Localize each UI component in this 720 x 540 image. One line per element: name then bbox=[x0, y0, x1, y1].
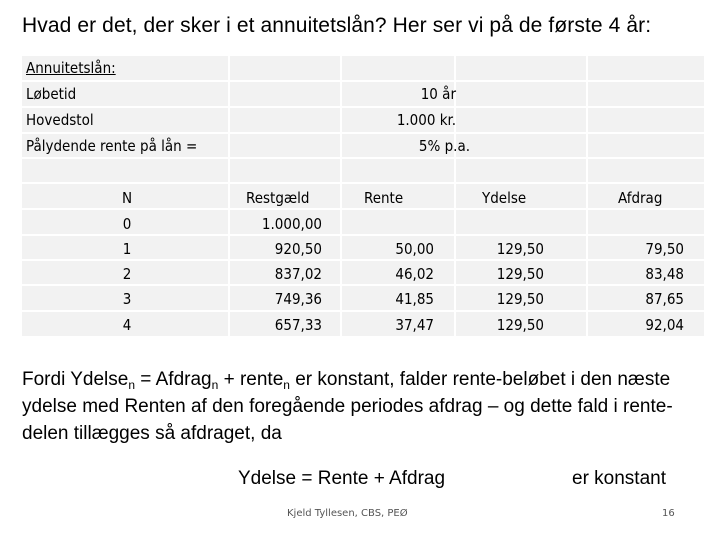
cell-restgaeld: 657,33 bbox=[274, 316, 322, 334]
cell-restgaeld: 749,36 bbox=[274, 290, 322, 308]
cell-n: 1 bbox=[122, 240, 132, 258]
cell-ydelse: 129,50 bbox=[496, 265, 544, 283]
cell-rente: 50,00 bbox=[395, 240, 434, 258]
cell-afdrag: 87,65 bbox=[645, 290, 684, 308]
cell-n: 2 bbox=[122, 265, 132, 283]
cell-ydelse: 129,50 bbox=[496, 316, 544, 334]
principal-value: 1.000 kr. bbox=[396, 111, 456, 129]
cell-n: 4 bbox=[122, 316, 132, 334]
loan-heading: Annuitetslån: bbox=[26, 59, 116, 77]
cell-restgaeld: 837,02 bbox=[274, 265, 322, 283]
page-number: 16 bbox=[662, 508, 675, 519]
cell-n: 3 bbox=[122, 290, 132, 308]
cell-afdrag: 79,50 bbox=[645, 240, 684, 258]
principal-label: Hovedstol bbox=[26, 111, 94, 129]
term-value: 10 år bbox=[420, 85, 456, 103]
formula-suffix: er konstant bbox=[572, 468, 666, 489]
spreadsheet bbox=[22, 56, 704, 336]
cell-rente: 46,02 bbox=[395, 265, 434, 283]
header-restgaeld: Restgæld bbox=[246, 189, 310, 207]
rate-label: Pålydende rente på lån = bbox=[26, 137, 198, 155]
cell-restgaeld: 1.000,00 bbox=[261, 215, 322, 233]
header-afdrag: Afdrag bbox=[618, 189, 663, 207]
cell-rente: 37,47 bbox=[395, 316, 434, 334]
slide-title: Hvad er det, der sker i et annuitetslån? Her ser vi på de første 4 år: bbox=[22, 14, 652, 37]
cell-rente: 41,85 bbox=[395, 290, 434, 308]
cell-afdrag: 83,48 bbox=[645, 265, 684, 283]
cell-n: 0 bbox=[122, 215, 132, 233]
cell-afdrag: 92,04 bbox=[645, 316, 684, 334]
footer-author: Kjeld Tyllesen, CBS, PEØ bbox=[287, 508, 408, 519]
rate-value: 5% p.a. bbox=[418, 137, 470, 155]
cell-restgaeld: 920,50 bbox=[274, 240, 322, 258]
term-label: Løbetid bbox=[26, 85, 77, 103]
header-n: N bbox=[121, 189, 133, 207]
header-ydelse: Ydelse bbox=[482, 189, 527, 207]
cell-ydelse: 129,50 bbox=[496, 240, 544, 258]
explanation-text: Fordi Ydelse$_n$ = Afdrag$_n$ + rente$_n$ er konstant, falder rente-beløbet i den næste ydelse med Renten af den foregående periodes afdrag – og dette fald i rente-delen tillægges så afdraget, da bbox=[22, 369, 673, 444]
cell-ydelse: 129,50 bbox=[496, 290, 544, 308]
header-rente: Rente bbox=[364, 189, 404, 207]
formula: Ydelse = Rente + Afdrag bbox=[238, 468, 446, 489]
